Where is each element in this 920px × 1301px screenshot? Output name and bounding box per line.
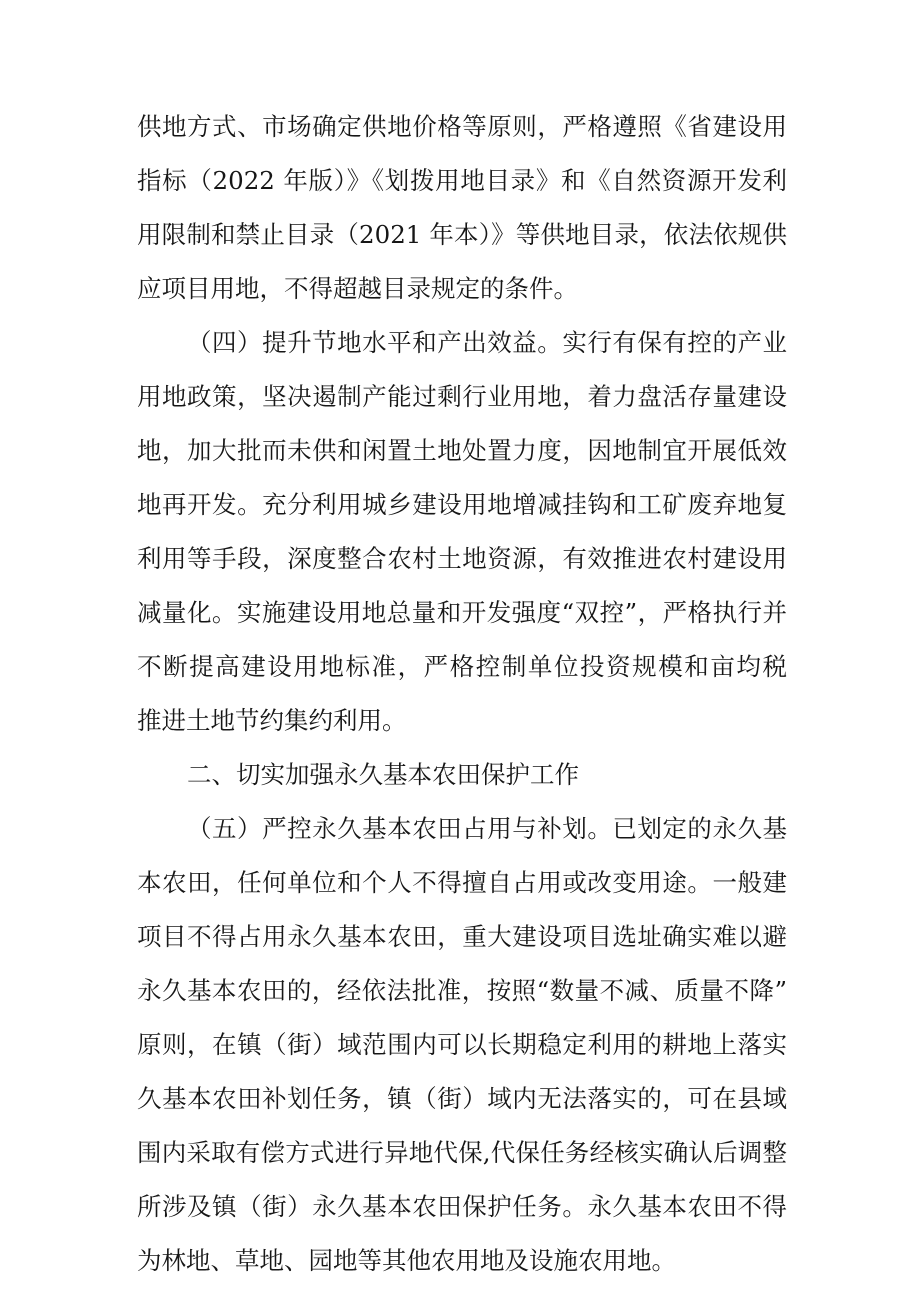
text-line: 所涉及镇（街）永久基本农田保护任务。永久基本农田不得 [137,1192,787,1221]
text-line: 地再开发。充分利用城乡建设用地增减挂钩和工矿废弃地复 [137,490,787,519]
text-line: 原则，在镇（街）域范围内可以长期稳定利用的耕地上落实 [137,1030,787,1059]
text-line: 围内采取有偿方式进行异地代保,代保任务经核实确认后调整 [137,1138,787,1167]
text-line: 永久基本农田的，经依法批准，按照“数量不减、质量不降” [137,976,787,1005]
text-line: 用限制和禁止目录（2021 年本）》等供地目录，依法依规供 [137,220,787,249]
paragraph-continuation [137,100,787,316]
text-line: 项目不得占用永久基本农田，重大建设项目选址确实难以避 [137,922,787,951]
text-line: 地，加大批而未供和闲置土地处置力度，因地制宜开展低效 [137,436,787,465]
text-line: （五）严控永久基本农田占用与补划。已划定的永久基 [187,814,787,843]
text-line: 应项目用地，不得超越目录规定的条件。 [137,274,578,303]
text-line: 供地方式、市场确定供地价格等原则，严格遵照《省建设用 [137,112,787,141]
paragraph-section-5 [137,802,787,1288]
text-line: 减量化。实施建设用地总量和开发强度“双控”，严格执行并 [137,598,787,627]
text-line: 为林地、草地、园地等其他农用地及设施农用地。 [137,1246,676,1275]
text-line: （四）提升节地水平和产出效益。实行有保有控的产业 [187,328,787,357]
text-line: 久基本农田补划任务，镇（街）域内无法落实的，可在县域 [137,1084,787,1113]
text-line: 不断提高建设用地标准，严格控制单位投资规模和亩均税 [137,652,787,681]
section-heading-text: 二、切实加强永久基本农田保护工作 [187,760,579,789]
text-line: 推进土地节约集约利用。 [137,706,407,735]
paragraph-section-4 [137,316,787,748]
text-line: 指标（2022 年版）》《划拨用地目录》和《自然资源开发利 [137,166,787,195]
section-heading [137,748,787,802]
text-line: 用地政策，坚决遏制产能过剩行业用地，着力盘活存量建设 [137,382,787,411]
text-line: 本农田，任何单位和个人不得擅自占用或改变用途。一般建 [137,868,787,897]
text-line: 利用等手段，深度整合农村土地资源，有效推进农村建设用 [137,544,787,573]
document-body [137,100,787,1288]
